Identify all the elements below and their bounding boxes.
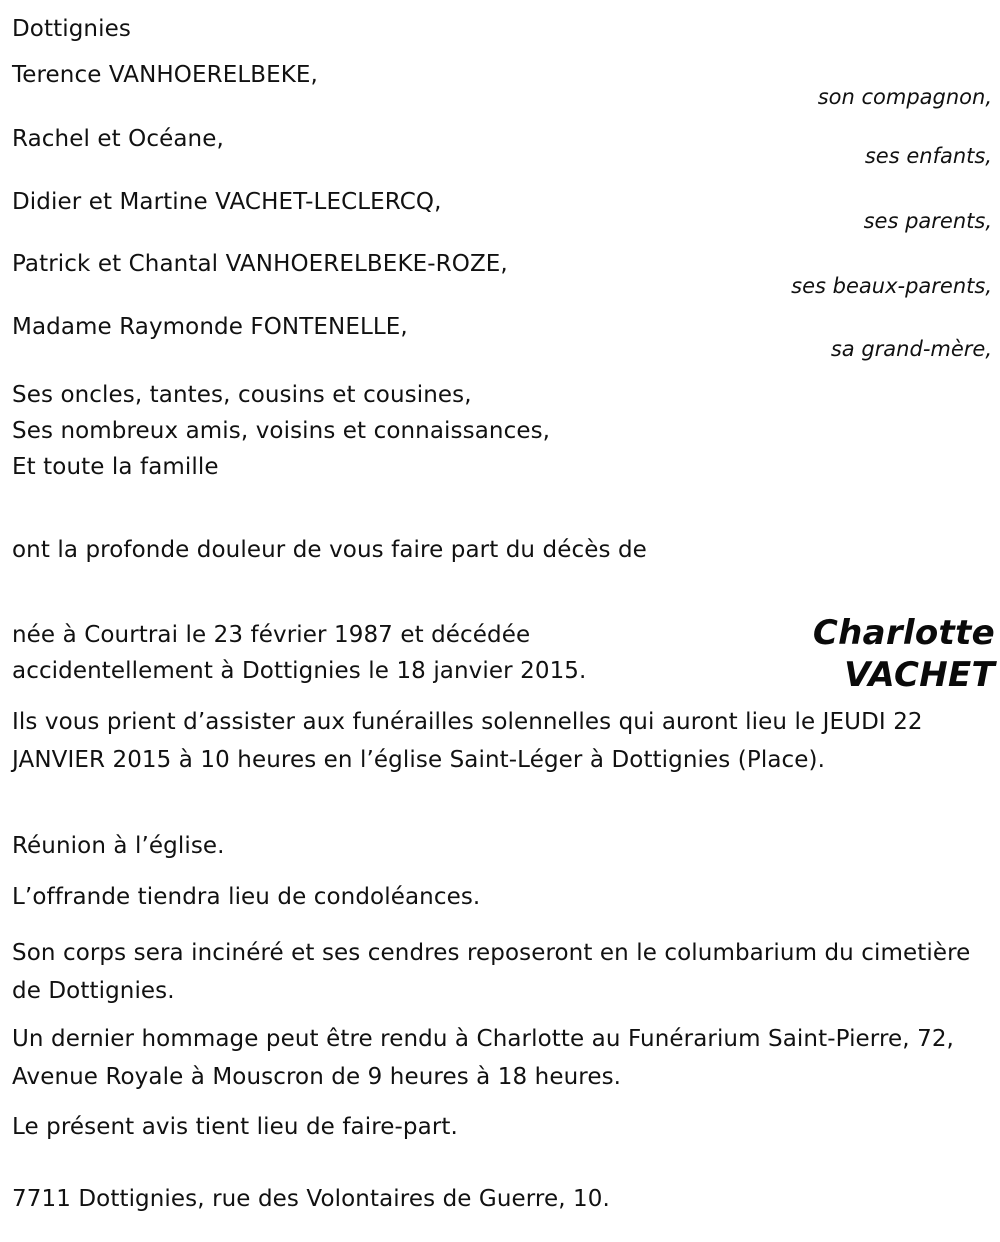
funeral-cremation: Son corps sera incinéré et ses cendres reposeront en le columbarium du cimetière de Dottignies. <box>12 940 971 1004</box>
family-relation-2: ses enfants, <box>864 144 992 168</box>
family-name-2: Rachel et Océane, <box>12 126 224 152</box>
deceased-name <box>575 612 995 696</box>
funeral-visitation: Un dernier hommage peut être rendu à Charlotte au Funérarium Saint-Pierre, 72, Avenue Royale à Mouscron de 9 heures à 18 heures. <box>12 1026 954 1090</box>
notice-clause: Le présent avis tient lieu de faire-part. <box>12 1114 458 1140</box>
family-name-3: Didier et Martine VACHET-LECLERCQ, <box>12 189 442 215</box>
family-relation-4: ses beaux-parents, <box>791 274 992 298</box>
funeral-invitation: Ils vous prient d’assister aux funérailles solennelles qui auront lieu le JEUDI 22 JANVIER 2015 à 10 heures en l’église Saint-Léger à Dottignies (Place). <box>12 709 923 773</box>
family-relation-1: son compagnon, <box>817 85 992 109</box>
family-name-1: Terence VANHOERELBEKE, <box>12 62 318 88</box>
family-name-4: Patrick et Chantal VANHOERELBEKE-ROZE, <box>12 251 508 277</box>
family-relation-5: sa grand-mère, <box>830 337 992 361</box>
funeral-gathering: Réunion à l’église. <box>12 833 225 859</box>
funeral-offering: L’offrande tiendra lieu de condoléances. <box>12 884 481 910</box>
family-relation-3: ses parents, <box>863 209 992 233</box>
deceased-last-name: VACHET <box>844 655 995 695</box>
family-name-5: Madame Raymonde FONTENELLE, <box>12 314 408 340</box>
extended-family-line-3: Et toute la famille <box>12 454 219 480</box>
locality-header: Dottignies <box>12 16 131 42</box>
death-info-line: accidentellement à Dottignies le 18 janvier 2015. <box>12 658 587 684</box>
announcement-lead: ont la profonde douleur de vous faire part du décès de <box>12 537 647 563</box>
deceased-first-name: Charlotte <box>812 613 995 653</box>
birth-info-line: née à Courtrai le 23 février 1987 et décédée <box>12 622 531 648</box>
extended-family-line-2: Ses nombreux amis, voisins et connaissances, <box>12 418 551 444</box>
address-line: 7711 Dottignies, rue des Volontaires de Guerre, 10. <box>12 1186 610 1212</box>
extended-family-line-1: Ses oncles, tantes, cousins et cousines, <box>12 382 472 408</box>
